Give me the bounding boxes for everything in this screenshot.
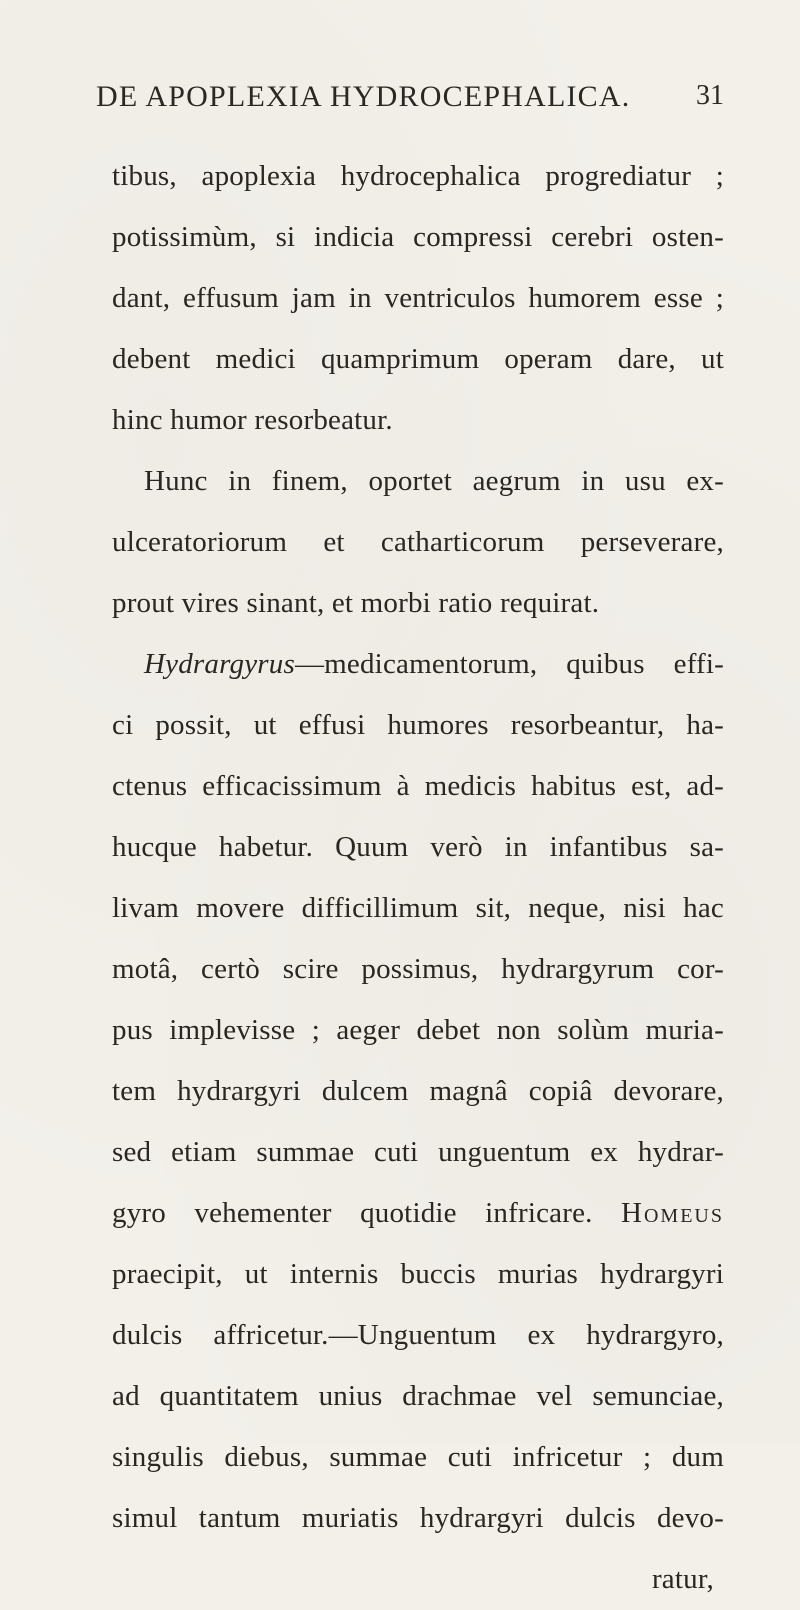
text-line: prout vires sinant, et morbi ratio requirat. xyxy=(112,587,600,619)
page-header xyxy=(96,80,724,130)
text-line: motâ, certò scire possimus, hydrargyrum cor- xyxy=(112,953,724,985)
body-text xyxy=(112,146,724,1610)
text-line: tem hydrargyri dulcem magnâ copiâ devorare, xyxy=(112,1075,724,1107)
text-span: gyro vehementer quotidie infricare. xyxy=(112,1197,622,1229)
text-line: singulis diebus, summae cuti infricetur ; dum xyxy=(112,1441,724,1473)
author-name: Homeus xyxy=(621,1197,724,1229)
text-line: ctenus efficacissimum à medicis habitus est, ad- xyxy=(112,770,724,802)
catchword: ratur, xyxy=(651,1563,714,1595)
text-line: tibus, apoplexia hydrocephalica progrediatur ; xyxy=(112,160,724,192)
running-title: DE APOPLEXIA HYDROCEPHALICA. xyxy=(96,80,631,113)
text-line: livam movere difficillimum sit, neque, nisi hac xyxy=(112,892,724,924)
text-line: dulcis affricetur.—Unguentum ex hydrargyro, xyxy=(112,1319,724,1351)
text-line: hinc humor resorbeatur. xyxy=(112,404,393,436)
page-number: 31 xyxy=(696,80,724,111)
text-line xyxy=(112,634,724,695)
text-line: ci possit, ut effusi humores resorbeantur, ha- xyxy=(112,709,724,741)
text-line: Hunc in finem, oportet aegrum in usu ex- xyxy=(144,465,724,497)
text-line: hucque habetur. Quum verò in infantibus sa- xyxy=(112,831,724,863)
text-line: sed etiam summae cuti unguentum ex hydrar- xyxy=(112,1136,724,1168)
text-line: debent medici quamprimum operam dare, ut xyxy=(112,343,724,375)
text-line: dant, effusum jam in ventriculos humorem esse ; xyxy=(112,282,724,314)
text-line xyxy=(112,1183,724,1244)
text-line: simul tantum muriatis hydrargyri dulcis devo- xyxy=(112,1502,724,1534)
text-line: praecipit, ut internis buccis murias hydrargyri xyxy=(112,1258,724,1290)
text-line: potissimùm, si indicia compressi cerebri osten- xyxy=(112,221,724,253)
italic-term: Hydrargyrus xyxy=(144,648,295,680)
text-line: ulceratoriorum et catharticorum perseverare, xyxy=(112,526,724,558)
text-line: ad quantitatem unius drachmae vel semunciae, xyxy=(112,1380,724,1412)
text-line: pus implevisse ; aeger debet non solùm muria- xyxy=(112,1014,724,1046)
text-span: —medicamentorum, quibus effi- xyxy=(294,648,724,680)
